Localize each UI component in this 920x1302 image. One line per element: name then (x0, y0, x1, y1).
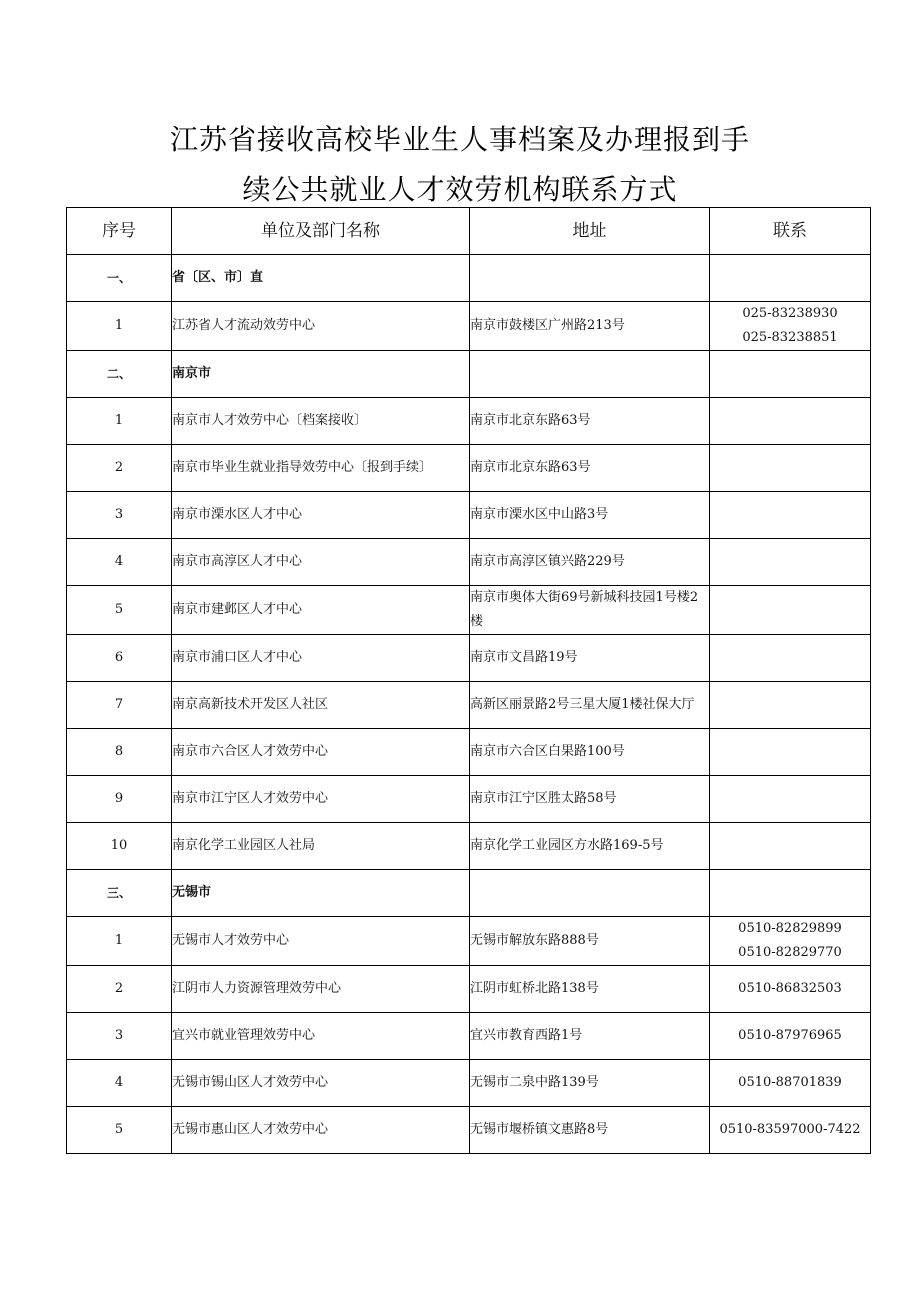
contact-table (66, 207, 871, 1154)
row-unit-name: 南京市江宁区人才效劳中心 (172, 776, 470, 823)
row-address: 高新区丽景路2号三星大厦1楼社保大厅 (470, 682, 710, 729)
row-unit-name: 省〔区、市〕直 (172, 255, 470, 302)
row-contact (710, 351, 871, 398)
header-serial-number: 序号 (67, 208, 172, 255)
row-unit-name: 南京市建邺区人才中心 (172, 586, 470, 635)
contact-phone: 0510-87976965 (738, 1028, 842, 1043)
row-unit-name: 无锡市 (172, 870, 470, 917)
row-serial-number: 4 (67, 539, 172, 586)
row-unit-name: 南京市毕业生就业指导效劳中心〔报到手续〕 (172, 445, 470, 492)
row-serial-number: 8 (67, 729, 172, 776)
table-body (67, 255, 871, 1154)
row-serial-number: 1 (67, 917, 172, 966)
row-serial-number: 5 (67, 1107, 172, 1154)
row-address: 无锡市解放东路888号 (470, 917, 710, 966)
row-address: 南京化学工业园区方水路169-5号 (470, 823, 710, 870)
row-address: 南京市鼓楼区广州路213号 (470, 302, 710, 351)
row-unit-name: 江苏省人才流动效劳中心 (172, 302, 470, 351)
contact-phone: 0510-82829899 (738, 921, 842, 936)
row-address: 宜兴市教育西路1号 (470, 1013, 710, 1060)
row-unit-name: 无锡市锡山区人才效劳中心 (172, 1060, 470, 1107)
row-contact (710, 1107, 871, 1154)
row-unit-name: 南京市高淳区人才中心 (172, 539, 470, 586)
contact-phone: 0510-82829770 (738, 945, 842, 960)
row-serial-number: 3 (67, 492, 172, 539)
table-row (67, 823, 871, 870)
row-address (470, 351, 710, 398)
row-serial-number: 6 (67, 635, 172, 682)
row-contact (710, 966, 871, 1013)
row-address: 江阴市虹桥北路138号 (470, 966, 710, 1013)
row-serial-number: 3 (67, 1013, 172, 1060)
row-address: 南京市奥体大街69号新城科技园1号楼2楼 (470, 586, 710, 635)
row-address: 南京市文昌路19号 (470, 635, 710, 682)
row-serial-number: 三、 (67, 870, 172, 917)
row-unit-name: 南京高新技术开发区人社区 (172, 682, 470, 729)
row-address: 南京市北京东路63号 (470, 398, 710, 445)
table-row (67, 539, 871, 586)
row-address: 南京市北京东路63号 (470, 445, 710, 492)
table-row (67, 492, 871, 539)
row-contact (710, 492, 871, 539)
row-contact (710, 917, 871, 966)
row-address: 南京市六合区白果路100号 (470, 729, 710, 776)
table-row (67, 1107, 871, 1154)
row-contact (710, 445, 871, 492)
row-serial-number: 4 (67, 1060, 172, 1107)
table-row (67, 635, 871, 682)
row-serial-number: 二、 (67, 351, 172, 398)
table-row (67, 1013, 871, 1060)
row-contact (710, 776, 871, 823)
row-unit-name: 南京化学工业园区人社局 (172, 823, 470, 870)
table-row (67, 398, 871, 445)
table-section-row (67, 255, 871, 302)
row-unit-name: 南京市溧水区人才中心 (172, 492, 470, 539)
row-address: 无锡市二泉中路139号 (470, 1060, 710, 1107)
row-contact (710, 255, 871, 302)
table-section-row (67, 351, 871, 398)
row-contact (710, 1060, 871, 1107)
row-serial-number: 5 (67, 586, 172, 635)
row-contact (710, 586, 871, 635)
table-row (67, 966, 871, 1013)
row-contact (710, 870, 871, 917)
row-serial-number: 一、 (67, 255, 172, 302)
table-row (67, 302, 871, 351)
table-section-row (67, 870, 871, 917)
row-serial-number: 2 (67, 445, 172, 492)
row-contact (710, 302, 871, 351)
row-contact (710, 682, 871, 729)
row-serial-number: 2 (67, 966, 172, 1013)
row-serial-number: 9 (67, 776, 172, 823)
table-header-row (67, 208, 871, 255)
row-unit-name: 江阴市人力资源管理效劳中心 (172, 966, 470, 1013)
row-contact (710, 1013, 871, 1060)
contact-phone: 0510-88701839 (738, 1075, 842, 1090)
row-contact (710, 398, 871, 445)
contact-phone: 025-83238930 (742, 306, 838, 321)
row-address: 南京市江宁区胜太路58号 (470, 776, 710, 823)
row-address: 南京市高淳区镇兴路229号 (470, 539, 710, 586)
table-row (67, 729, 871, 776)
row-contact (710, 823, 871, 870)
row-serial-number: 10 (67, 823, 172, 870)
table-row (67, 445, 871, 492)
row-contact (710, 635, 871, 682)
table-row (67, 682, 871, 729)
header-contact: 联系 (710, 208, 871, 255)
header-unit-name: 单位及部门名称 (172, 208, 470, 255)
contact-phone: 0510-83597000-7422 (719, 1122, 861, 1137)
table-row (67, 776, 871, 823)
row-unit-name: 南京市人才效劳中心〔档案接收〕 (172, 398, 470, 445)
document-title-line-1: 江苏省接收高校毕业生人事档案及办理报到手 (169, 123, 750, 156)
row-unit-name: 南京市浦口区人才中心 (172, 635, 470, 682)
row-address: 无锡市堰桥镇文惠路8号 (470, 1107, 710, 1154)
row-unit-name: 南京市六合区人才效劳中心 (172, 729, 470, 776)
table-row (67, 917, 871, 966)
row-address (470, 870, 710, 917)
row-unit-name: 无锡市人才效劳中心 (172, 917, 470, 966)
row-serial-number: 1 (67, 302, 172, 351)
contact-phone: 0510-86832503 (738, 981, 842, 996)
row-unit-name: 宜兴市就业管理效劳中心 (172, 1013, 470, 1060)
table-row (67, 586, 871, 635)
row-address: 南京市溧水区中山路3号 (470, 492, 710, 539)
row-unit-name: 无锡市惠山区人才效劳中心 (172, 1107, 470, 1154)
row-serial-number: 7 (67, 682, 172, 729)
table-row (67, 1060, 871, 1107)
row-contact (710, 539, 871, 586)
row-serial-number: 1 (67, 398, 172, 445)
row-address (470, 255, 710, 302)
row-unit-name: 南京市 (172, 351, 470, 398)
contact-phone: 025-83238851 (742, 330, 838, 345)
header-address: 地址 (470, 208, 710, 255)
document-title-line-2: 续公共就业人才效劳机构联系方式 (242, 173, 678, 206)
row-contact (710, 729, 871, 776)
